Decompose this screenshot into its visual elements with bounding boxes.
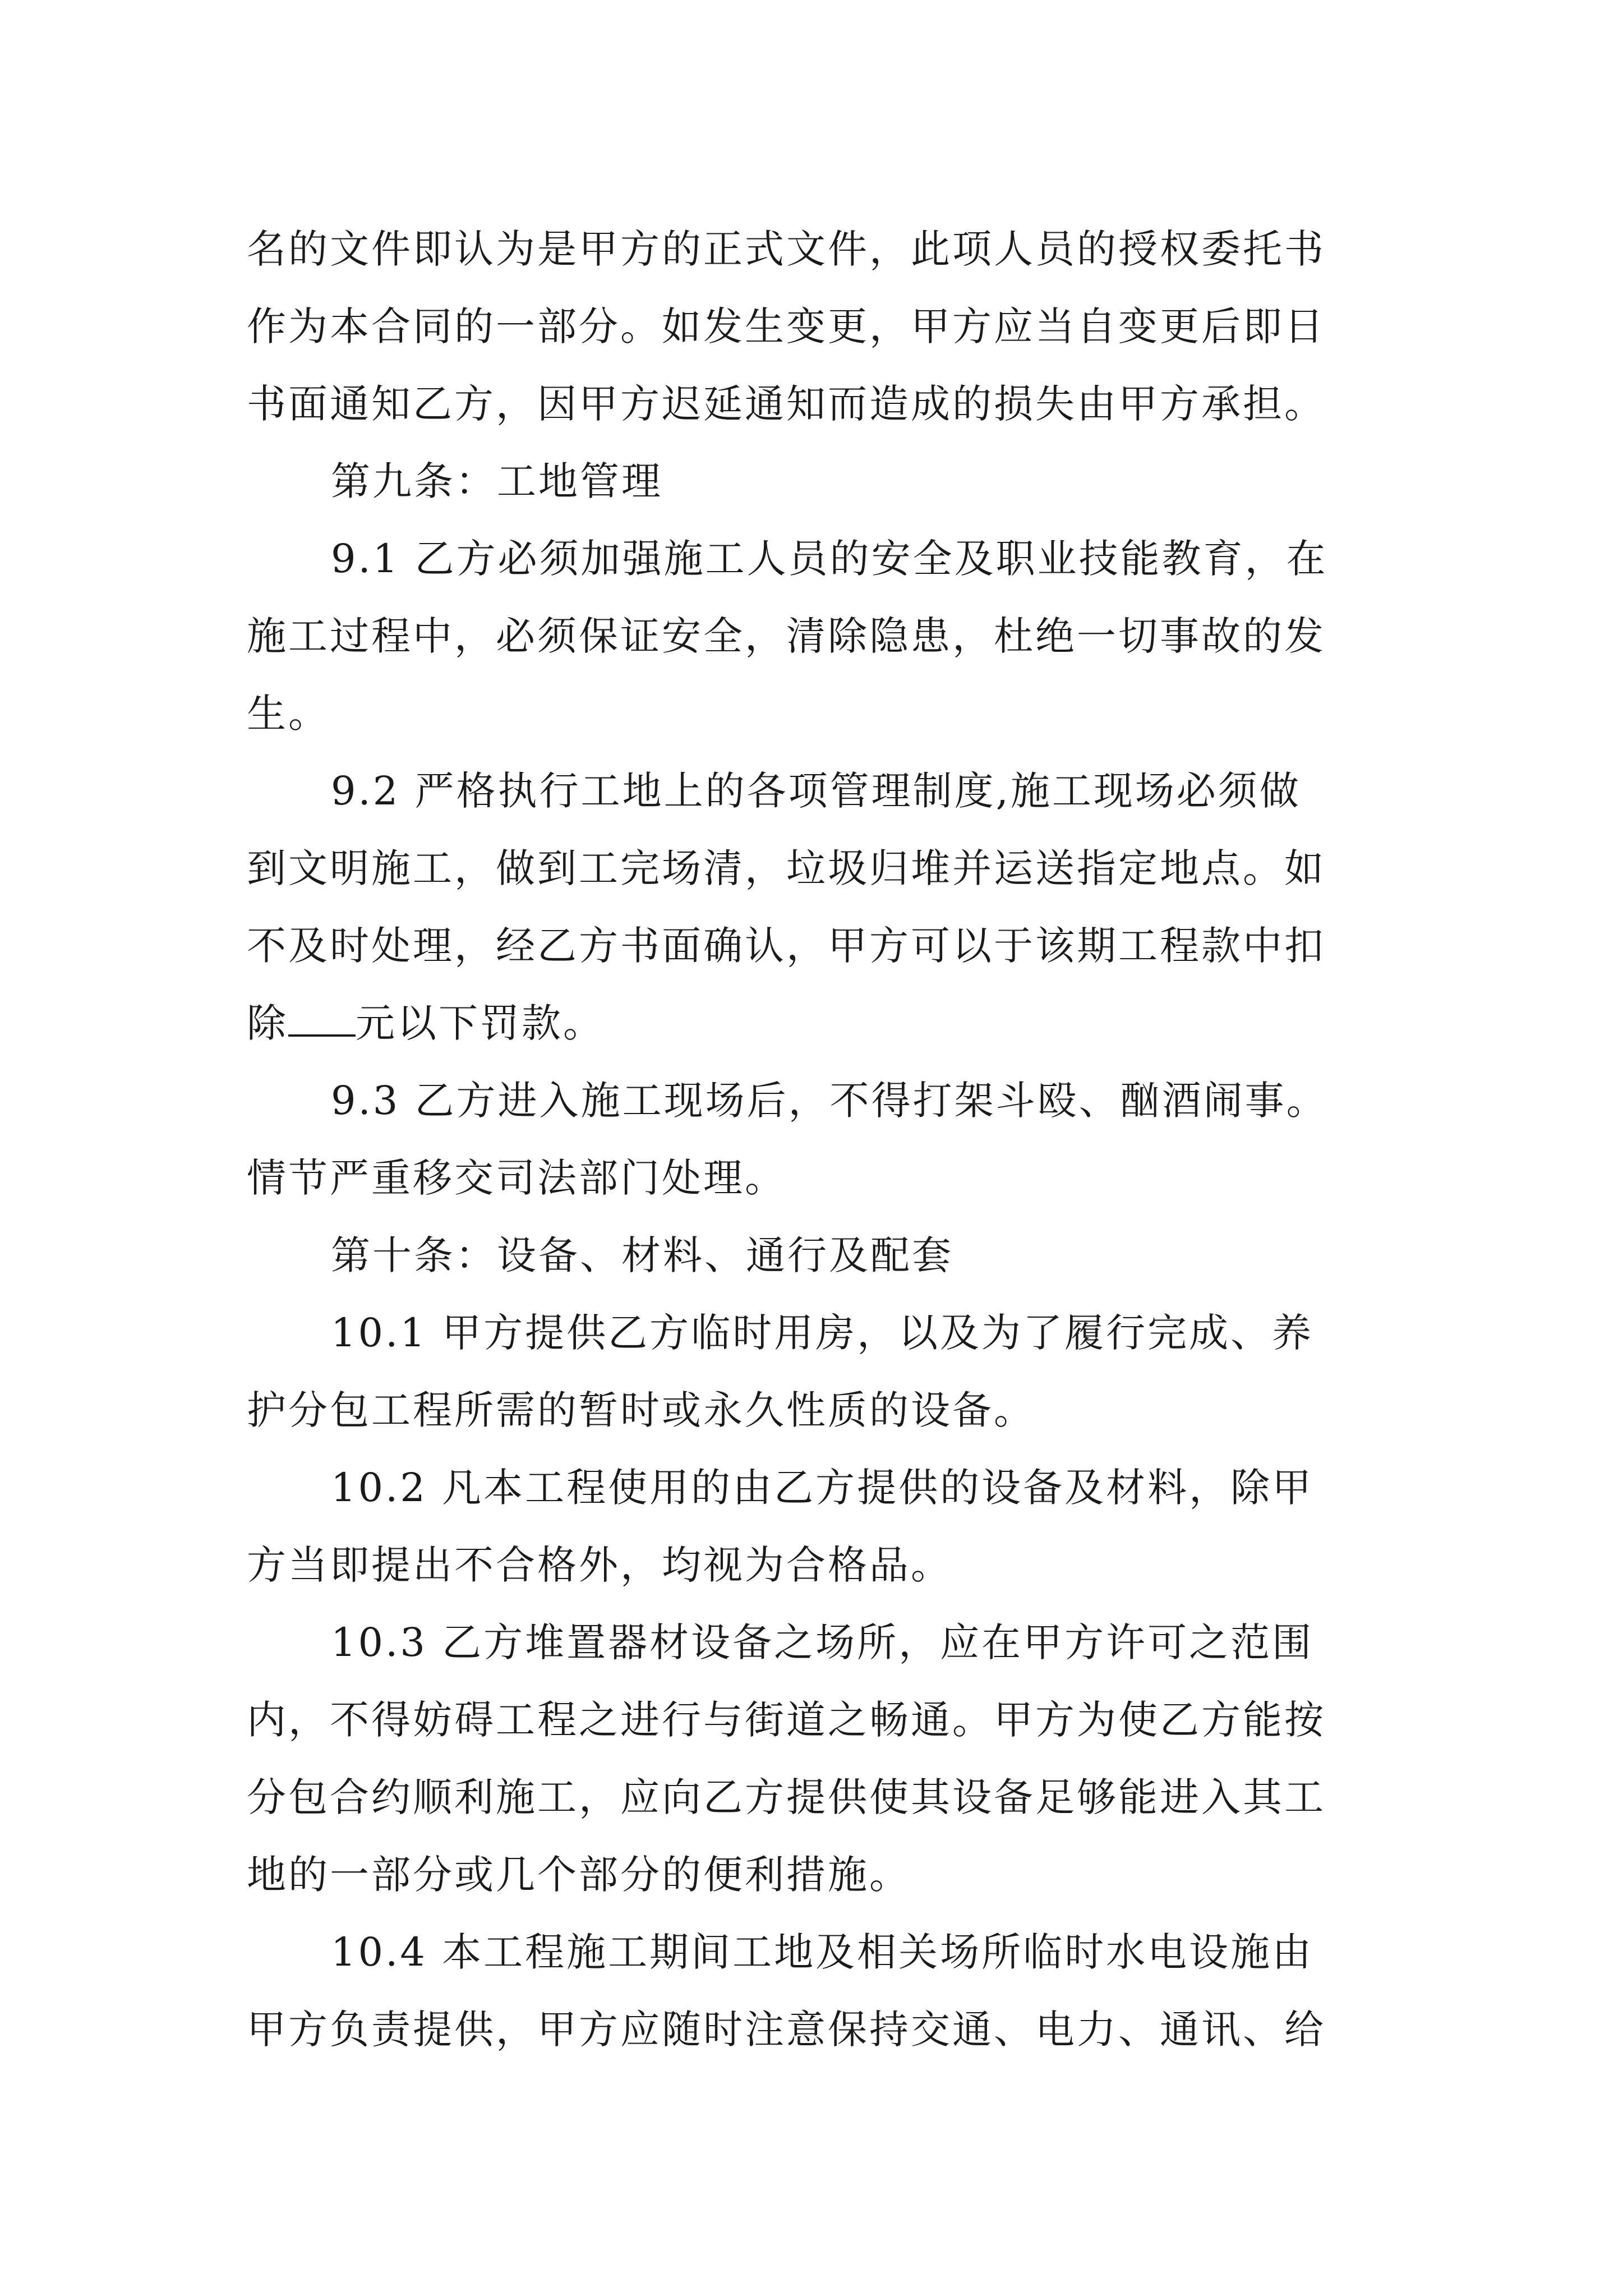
text-line: 书面通知乙方，因甲方迟延通知而造成的损失由甲方承担。 [247, 381, 1326, 427]
text-line: 内，不得妨碍工程之进行与街道之畅通。甲方为使乙方能按 [247, 1697, 1326, 1743]
text-line: 生。 [247, 691, 330, 737]
text-line: 护分包工程所需的暂时或永久性质的设备。 [247, 1387, 1035, 1433]
text-line: 作为本合同的一部分。如发生变更，甲方应当自变更后即日 [247, 303, 1326, 349]
clause-9-2: 9.2 严格执行工地上的各项管理制度,施工现场必须做 [331, 768, 1301, 814]
clause-10-1: 10.1 甲方提供乙方临时用房，以及为了履行完成、养 [331, 1310, 1314, 1356]
text-line: 情节严重移交司法部门处理。 [247, 1155, 786, 1201]
text-fragment: 除 [247, 1000, 288, 1046]
section-heading-9: 第九条：工地管理 [331, 458, 663, 504]
text-line: 分包合约顺利施工，应向乙方提供使其设备足够能进入其工 [247, 1774, 1326, 1820]
clause-9-3: 9.3 乙方进入施工现场后，不得打架斗殴、酗酒闹事。 [331, 1078, 1328, 1124]
clause-10-4: 10.4 本工程施工期间工地及相关场所临时水电设施由 [331, 1929, 1314, 1975]
document-body [247, 210, 1385, 2068]
fill-in-blank [288, 1003, 356, 1037]
section-heading-10: 第十条：设备、材料、通行及配套 [331, 1232, 953, 1278]
clause-9-1: 9.1 乙方必须加强施工人员的安全及职业技能教育，在 [331, 536, 1328, 582]
text-line: 名的文件即认为是甲方的正式文件，此项人员的授权委托书 [247, 226, 1326, 272]
clause-10-2: 10.2 凡本工程使用的由乙方提供的设备及材料，除甲 [331, 1465, 1314, 1511]
text-line: 方当即提出不合格外，均视为合格品。 [247, 1542, 952, 1588]
text-line: 地的一部分或几个部分的便利措施。 [247, 1852, 911, 1898]
text-line-with-blank [247, 984, 1385, 1062]
text-line: 不及时处理，经乙方书面确认，甲方可以于该期工程款中扣 [247, 923, 1326, 969]
text-line: 施工过程中，必须保证安全，清除隐患，杜绝一切事故的发 [247, 613, 1326, 659]
text-line: 到文明施工，做到工完场清，垃圾归堆并运送指定地点。如 [247, 845, 1326, 891]
clause-10-3: 10.3 乙方堆置器材设备之场所，应在甲方许可之范围 [331, 1619, 1314, 1665]
text-fragment: 元以下罚款。 [356, 1000, 605, 1046]
text-line: 甲方负责提供，甲方应随时注意保持交通、电力、通讯、给 [247, 2007, 1326, 2053]
